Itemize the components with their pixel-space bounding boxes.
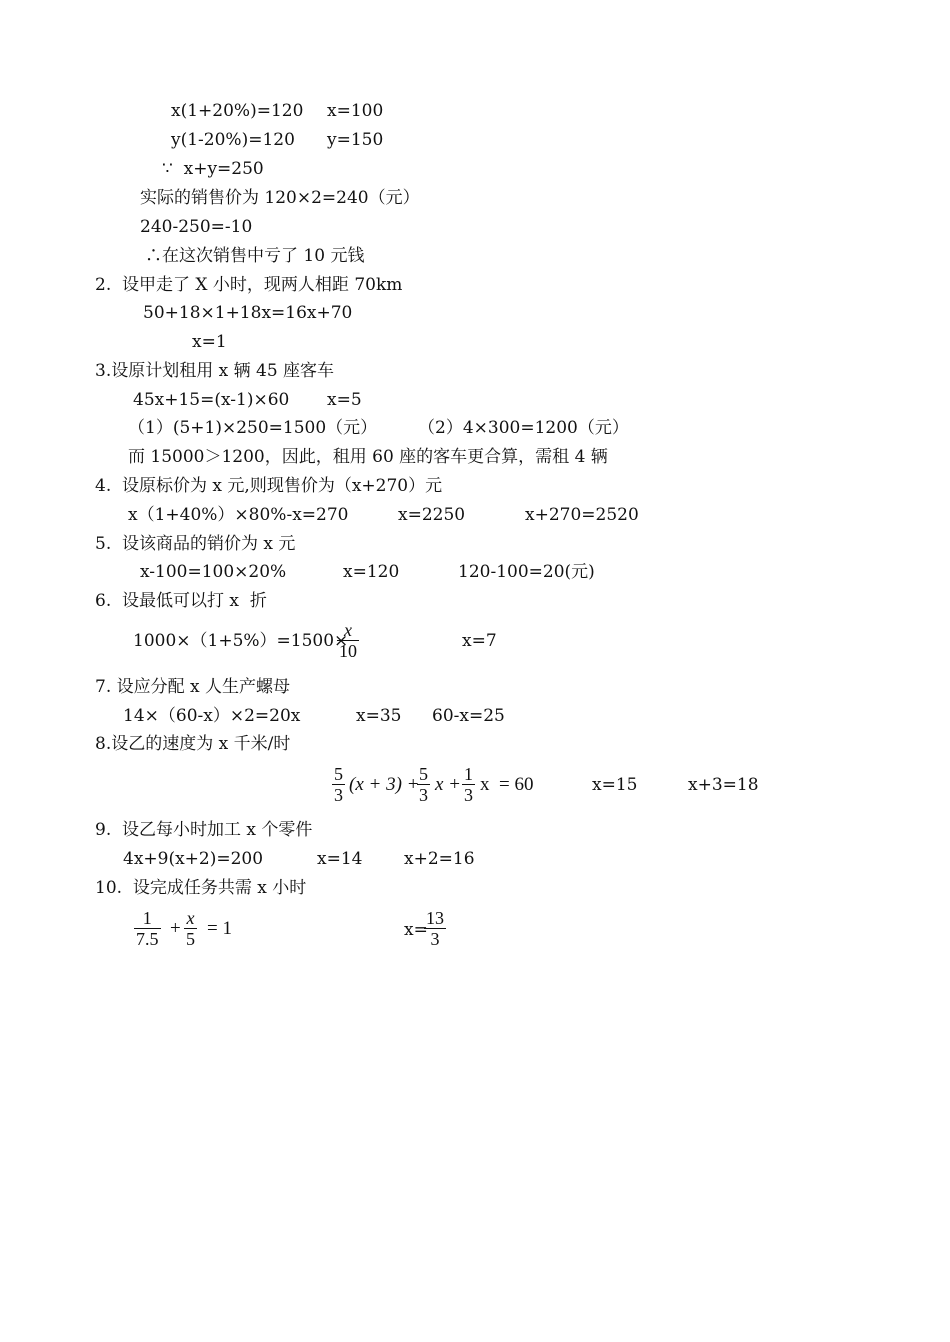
problem-3-equation: 45x+15=(x-1)×60 <box>133 390 290 410</box>
actual-price-line: 实际的销售价为 120×2=240（元） <box>140 188 420 208</box>
problem-8-term-1: (x + 3) + <box>349 774 420 795</box>
problem-6-result: x=7 <box>462 631 497 651</box>
problem-10-heading: 10. 设完成任务共需 x 小时 <box>95 878 307 898</box>
problem-6-equation: 1000×（1+5%）=1500× <box>133 631 349 651</box>
problem-4-heading: 4. 设原标价为 x 元,则现售价为（x+270）元 <box>95 476 443 496</box>
fraction-numerator: 1 <box>142 908 152 928</box>
problem-4-equation: x（1+40%）×80%-x=270 <box>128 505 349 525</box>
fraction-denominator: 7.5 <box>136 929 159 949</box>
problem-9-other: x+2=16 <box>404 849 475 869</box>
problem-3-option-2: （2）4×300=1200（元） <box>418 418 629 438</box>
problem-5-profit: 120-100=20(元) <box>458 562 595 582</box>
problem-3-heading: 3.设原计划租用 x 辆 45 座客车 <box>95 361 335 381</box>
problem-9-heading: 9. 设乙每小时加工 x 个零件 <box>95 820 313 840</box>
problem-10-result-prefix: x= <box>404 920 428 940</box>
fraction-numerator: x <box>344 620 352 640</box>
conclusion-line: ∴在这次销售中亏了 10 元钱 <box>145 246 365 266</box>
problem-3-option-1: （1）(5+1)×250=1500（元） <box>128 418 378 438</box>
problem-2-heading: 2. 设甲走了 X 小时，现两人相距 70km <box>95 275 403 295</box>
problem-7-equation: 14×（60-x）×2=20x <box>123 706 301 726</box>
problem-7-result: x=35 <box>356 706 402 726</box>
problem-2-result: x=1 <box>192 332 227 352</box>
fraction-denominator: 3 <box>424 928 446 949</box>
problem-9-equation: 4x+9(x+2)=200 <box>123 849 264 869</box>
problem-8-heading: 8.设乙的速度为 x 千米/时 <box>95 734 291 754</box>
problem-10-equals: = 1 <box>207 918 232 939</box>
problem-8-fraction-1 <box>332 764 345 805</box>
problem-10-result-fraction <box>424 908 446 949</box>
problem-7-other: 60-x=25 <box>432 706 505 726</box>
eq-y-line: y(1-20%)=120 <box>171 130 295 150</box>
x-result: x=100 <box>327 101 384 121</box>
problem-8-fraction-2 <box>417 764 430 805</box>
fraction-numerator: 5 <box>334 764 343 784</box>
problem-5-heading: 5. 设该商品的销价为 x 元 <box>95 534 296 554</box>
problem-10-fraction-1 <box>134 908 161 949</box>
problem-8-fraction-3 <box>462 764 475 805</box>
problem-8-speed: x+3=18 <box>688 775 759 795</box>
fraction-numerator: 1 <box>464 764 473 784</box>
problem-6-fraction <box>337 620 359 661</box>
problem-5-result: x=120 <box>343 562 400 582</box>
problem-4-result: x=2250 <box>398 505 466 525</box>
fraction-numerator: 5 <box>419 764 428 784</box>
because-line: ∵ x+y=250 <box>162 159 264 179</box>
problem-4-price: x+270=2520 <box>525 505 639 525</box>
fraction-numerator: 13 <box>426 908 444 928</box>
problem-5-equation: x-100=100×20% <box>140 562 287 582</box>
y-result: y=150 <box>327 130 384 150</box>
problem-8-term-3: x = 60 <box>480 774 534 795</box>
problem-10-fraction-2 <box>184 908 197 949</box>
problem-8-term-2: x + <box>435 774 462 795</box>
problem-3-result: x=5 <box>327 390 362 410</box>
eq-x-line: x(1+20%)=120 <box>171 101 304 121</box>
problem-3-conclusion: 而 15000＞1200，因此，租用 60 座的客车更合算，需租 4 辆 <box>128 447 608 467</box>
problem-10-plus: + <box>170 918 181 939</box>
problem-9-result: x=14 <box>317 849 363 869</box>
fraction-denominator: 5 <box>186 929 195 949</box>
problem-2-equation: 50+18×1+18x=16x+70 <box>143 303 353 323</box>
fraction-denominator: 3 <box>464 785 473 805</box>
fraction-denominator: 10 <box>339 641 357 661</box>
fraction-denominator: 3 <box>334 785 343 805</box>
fraction-denominator: 3 <box>419 785 428 805</box>
problem-7-heading: 7. 设应分配 x 人生产螺母 <box>95 677 291 697</box>
fraction-numerator: x <box>186 908 195 928</box>
problem-6-heading: 6. 设最低可以打 x 折 <box>95 591 267 611</box>
difference-line: 240-250=-10 <box>140 217 253 237</box>
problem-8-result: x=15 <box>592 775 638 795</box>
